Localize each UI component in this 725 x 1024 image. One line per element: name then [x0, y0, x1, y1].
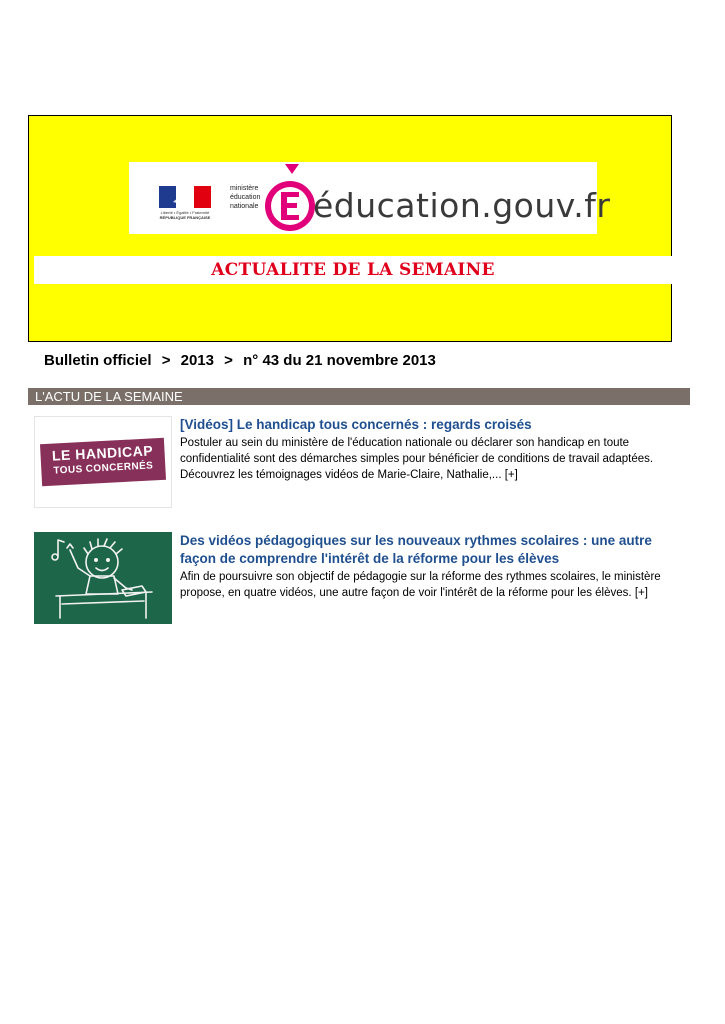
flag-caption: [159, 210, 211, 220]
breadcrumb-item[interactable]: n° 43 du 21 novembre 2013: [243, 352, 436, 369]
article-title-link[interactable]: Des vidéos pédagogiques sur les nouveaux rythmes scolaires : une autre façon de comprendre l'intérêt de la réforme pour les élèves: [180, 533, 652, 566]
french-flag-icon: [159, 186, 211, 208]
ministry-line: ministère: [230, 185, 259, 192]
article-item: [34, 532, 684, 632]
breadcrumb-item[interactable]: Bulletin officiel: [44, 352, 152, 369]
badge-line: TOUS CONCERNÉS: [53, 460, 154, 477]
chalkboard-child-icon: [34, 532, 172, 624]
site-domain: éducation.gouv.fr: [313, 186, 611, 225]
article-summary: [180, 569, 680, 601]
article-summary-text: Afin de poursuivre son objectif de pédagogie sur la réforme des rythmes scolaires, le ministère propose, en quatre vidéos, une autre façon de voir l'intérêt de la réforme pour les élèves.: [180, 571, 661, 599]
flag-motto: Liberté • Égalité • Fraternité: [160, 210, 210, 215]
page-title: ACTUALITE DE LA SEMAINE: [211, 260, 495, 280]
breadcrumb-separator: >: [224, 352, 233, 369]
flag-republic: RÉPUBLIQUE FRANÇAISE: [159, 215, 211, 220]
article-body: [180, 532, 680, 601]
badge-line: LE HANDICAP: [51, 442, 154, 464]
article-summary-text: Postuler au sein du ministère de l'éducation nationale ou déclarer son handicap en toute confidentialité sont des démarches simples pour bénéficier de conditions de travail adaptées. Découvrez les témoignages vidéos de Marie-Claire, Nathalie,...: [180, 437, 654, 481]
ministry-line: nationale: [230, 203, 259, 210]
section-header: [28, 388, 690, 405]
article-summary: [180, 435, 680, 483]
e-accent-logo-icon: [259, 162, 317, 234]
article-title-link[interactable]: [Vidéos] Le handicap tous concernés : regards croisés: [180, 417, 532, 432]
section-title: L'ACTU DE LA SEMAINE: [35, 389, 183, 404]
article-thumbnail[interactable]: [34, 416, 172, 508]
handicap-badge: [40, 438, 166, 486]
breadcrumb-item[interactable]: 2013: [180, 352, 214, 369]
read-more-link[interactable]: [+]: [634, 587, 648, 599]
article-body: [180, 416, 680, 483]
ministry-line: éducation: [230, 194, 261, 201]
title-strip: [34, 256, 672, 284]
header-banner: [28, 115, 672, 342]
article-thumbnail[interactable]: [34, 532, 172, 624]
breadcrumb: [44, 352, 442, 369]
ministry-name: [230, 184, 260, 211]
read-more-link[interactable]: [+]: [504, 469, 518, 481]
ministry-logo[interactable]: [129, 162, 611, 234]
article-item: [34, 416, 684, 516]
breadcrumb-separator: >: [161, 352, 171, 369]
